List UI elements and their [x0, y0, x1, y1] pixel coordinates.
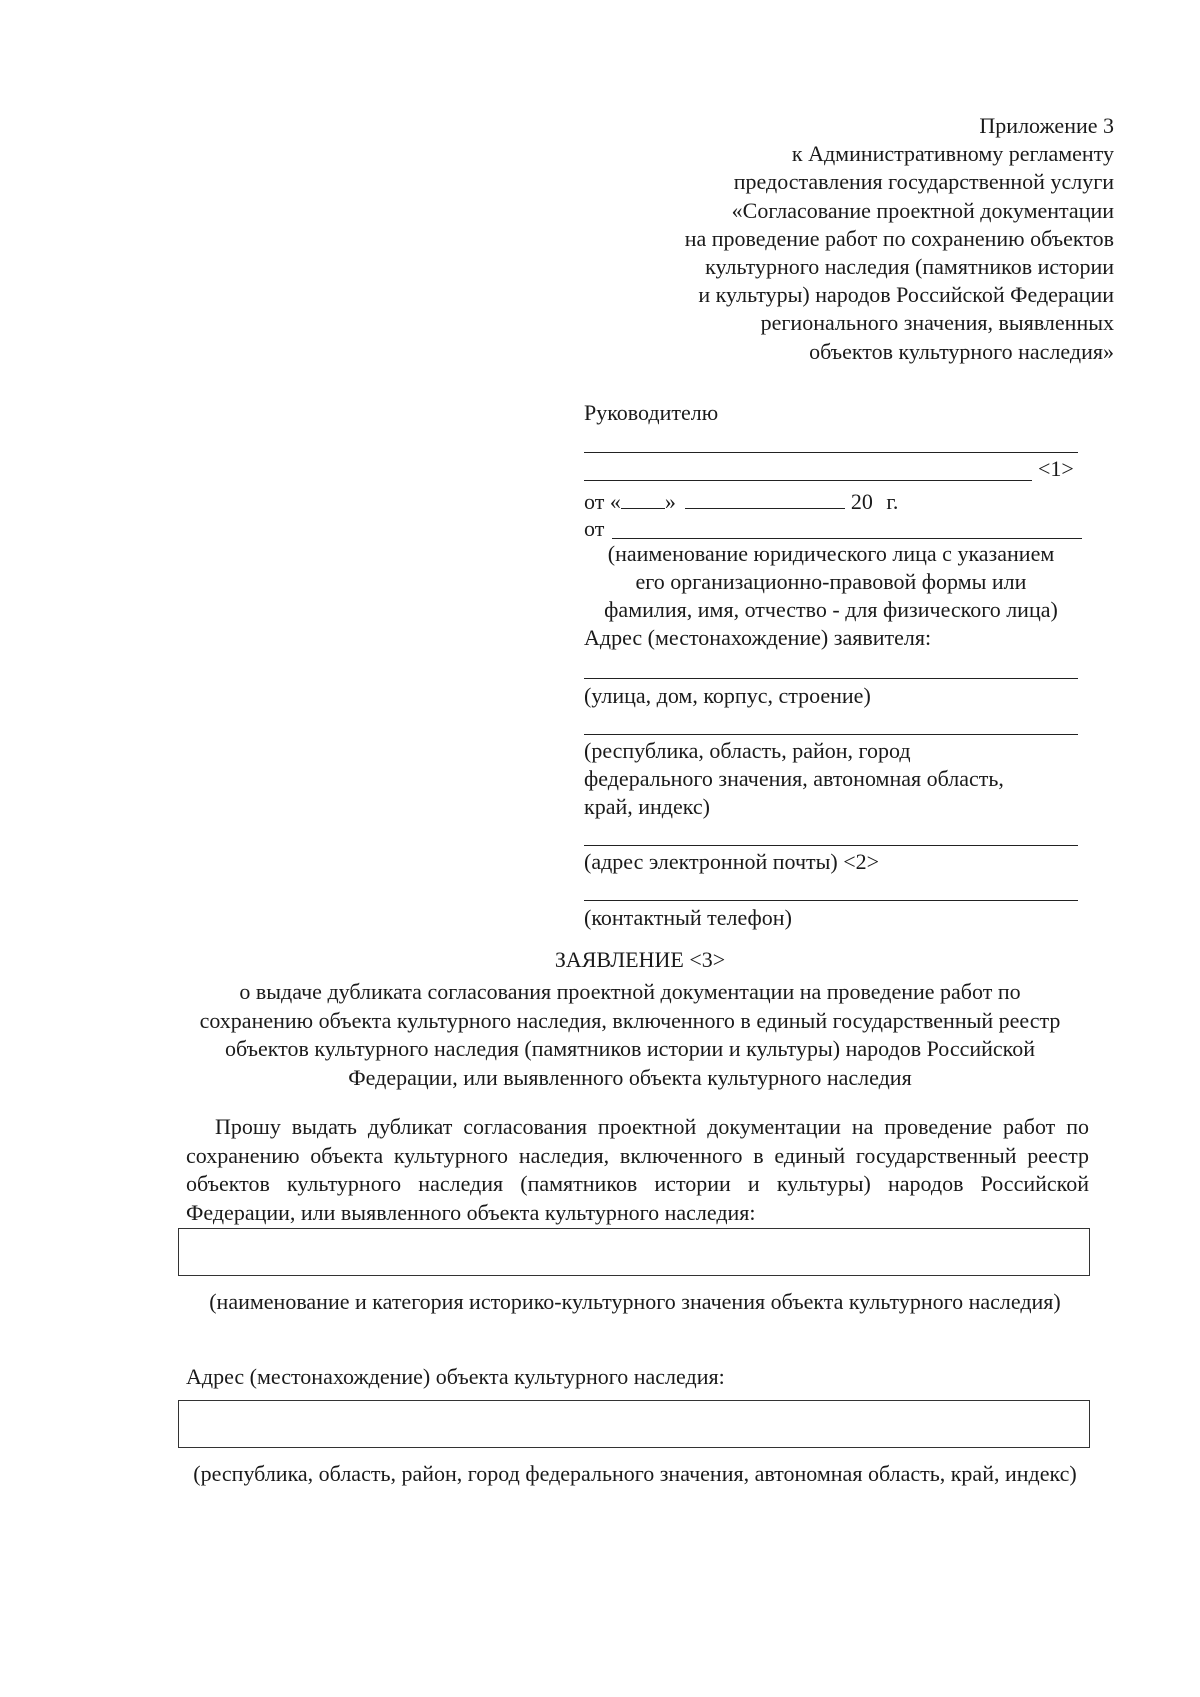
addressee-label: Руководителю: [584, 400, 719, 425]
object-name-field[interactable]: [178, 1228, 1090, 1276]
document-title: ЗАЯВЛЕНИЕ <3>: [554, 947, 726, 972]
object-address-caption: (республика, область, район, город федерального значения, автономная область, край, индекс): [193, 1461, 1077, 1486]
year-prefix: 20: [850, 489, 873, 514]
day-blank[interactable]: [621, 488, 665, 509]
appendix-line: на проведение работ по сохранению объектов: [684, 225, 1114, 251]
email-caption: (адрес электронной почты) <2>: [584, 849, 880, 874]
appendix-header: [685, 112, 1114, 366]
region-caption-2: федерального значения, автономная область,: [584, 766, 1004, 791]
document-subtitle: о выдаче дубликата согласования проектной документации на проведение работ по сохранению объекта культурного наследия, включенного в единый государственный реестр объектов культурного наследия (памятников истории и культуры) народов Российской Федерации, или выявленного объекта культурного наследия: [199, 979, 1061, 1090]
request-paragraph: Прошу выдать дубликат согласования проектной документации на проведение работ по сохранению объекта культурного наследия, включенного в единый государственный реестр объектов культурного наследия (памятников истории и культуры) народов Российской Федерации, или выявленного объекта культурного наследия:: [186, 1114, 1089, 1225]
object-address-label: Адрес (местонахождение) объекта культурного наследия:: [186, 1364, 725, 1389]
appendix-line: и культуры) народов Российской Федерации: [698, 282, 1114, 308]
appendix-line: «Согласование проектной документации: [731, 197, 1114, 223]
object-address-field[interactable]: [178, 1400, 1090, 1448]
region-line[interactable]: [584, 734, 1078, 735]
addressee-line-2[interactable]: [584, 480, 1032, 481]
region-caption-1: (республика, область, район, город: [584, 738, 911, 763]
applicant-caption-1: (наименование юридического лица с указанием: [607, 541, 1055, 566]
street-caption: (улица, дом, корпус, строение): [584, 683, 871, 708]
appendix-line: культурного наследия (памятников истории: [705, 254, 1114, 280]
date-row: [584, 488, 898, 515]
month-blank[interactable]: [685, 488, 845, 509]
footnote-1: <1>: [1038, 456, 1074, 481]
street-line[interactable]: [584, 678, 1078, 679]
date-mid: »: [664, 489, 676, 514]
object-name-caption: (наименование и категория историко-культурного значения объекта культурного наследия): [209, 1289, 1061, 1314]
applicant-address-label: Адрес (местонахождение) заявителя:: [584, 625, 932, 650]
appendix-line: предоставления государственной услуги: [733, 169, 1114, 195]
appendix-line: объектов культурного наследия»: [809, 338, 1114, 364]
phone-caption: (контактный телефон): [584, 905, 792, 930]
applicant-caption-2: его организационно-правовой формы или: [635, 569, 1027, 594]
date-prefix: от «: [584, 489, 621, 514]
addressee-line-1[interactable]: [584, 452, 1078, 453]
from-label: от: [584, 516, 605, 541]
phone-line[interactable]: [584, 900, 1078, 901]
appendix-line: регионального значения, выявленных: [760, 310, 1114, 336]
appendix-line: к Административному регламенту: [791, 141, 1114, 167]
region-caption-3: край, индекс): [584, 794, 710, 819]
applicant-caption-3: фамилия, имя, отчество - для физического лица): [604, 597, 1058, 622]
appendix-line: Приложение 3: [979, 113, 1114, 138]
email-line[interactable]: [584, 845, 1078, 846]
year-suffix: г.: [886, 489, 899, 514]
applicant-line[interactable]: [612, 538, 1082, 539]
